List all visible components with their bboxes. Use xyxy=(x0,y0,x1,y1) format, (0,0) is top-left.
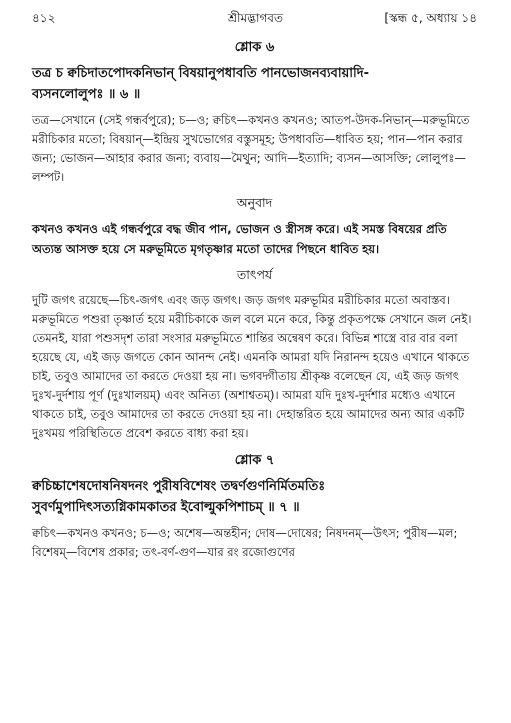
page-number: ৪১২ xyxy=(32,11,56,25)
verse-7-heading: শ্লোক ৭ xyxy=(234,453,275,468)
verse-6-synonyms: তত্র—সেখানে (সেই গন্ধর্বপুরে); চ—ও; ক্বচিৎ—কখনও কখনও; আতপ-উদক-নিভান্‌—মরুভূমিতে মরীচিকার মতো; বিষয়ান্‌—ইন্দ্রিয় সুখভোগের বস্তুসমূহ; উপধাবতি—ধাবিত হয়; পান—পান করার জন্য; ভোজন—আহার করার জন্য; ব্যবায়—মৈথুন; আদি—ইত্যাদি; ব্যসন—আসক্তি; লোলুপঃ—লম্পট। xyxy=(32,113,470,184)
purport-text: দুটি জগৎ রয়েছে—চিৎ-জগৎ এবং জড় জগৎ। জড় জগৎ মরুভূমির মরীচিকার মতো অবাস্তব। মরুভূমিতে পশুরা তৃষ্ণার্ত হয়ে মরীচিকাকে জল বলে মনে করে, কিন্তু প্রকৃতপক্ষে সেখানে জল নেই। তেমনই, যারা পশুসদৃশ তারা সংসার মরুভূমিতে শান্তির অন্বেষণ করে। বিভিন্ন শাস্ত্রে বার বার বলা হয়েছে যে, এই জড় জগতে কোন আনন্দ নেই। এমনকি আমরা যদি নিরানন্দ হয়েও এখানে থাকতে চাই, তবুও আমাদের তা করতে দেওয়া হয় না। ভগবদ্গীতায় শ্রীকৃষ্ণ বলেছেন যে, এই জড় জগৎ দুঃখ-দুর্দশায় পূর্ণ (দুঃখালয়ম্‌) এবং অনিত্য (অশাশ্বতম্‌)। আমরা যদি দুঃখ-দুর্দশার মধ্যেও এখানে থাকতে চাই, তবুও আমাদের তা করতে দেওয়া হয় না। দেহান্তরিত হয়ে আমাদের অন্য আর একটি দুঃখময় পরিস্থিতিতে প্রবেশ করতে বাধ্য করা হয়। xyxy=(32,293,472,440)
verse-6-heading: শ্লোক ৬ xyxy=(234,40,275,55)
purport-heading: তাৎপর্য xyxy=(236,267,273,282)
verse-7-synonyms: ক্বচিৎ—কখনও কখনও; চ—ও; অশেষ—অন্তহীন; দোষ—দোষের; নিষদনম্‌—উৎস; পুরীষ—মল; বিশেষম্‌—বিশেষ প্রকার; তৎ-বর্ণ-গুণ—যার রং রজোগুণের xyxy=(32,526,458,559)
translation-heading: অনুবাদ xyxy=(236,195,273,210)
translation-text: কখনও কখনও এই গন্ধর্বপুরে বদ্ধ জীব পান, ভোজন ও স্ত্রীসঙ্গ করে। এই সমস্ত বিষয়ের প্রতি অত্যন্ত আসক্ত হয়ে সে মরুভূমিতে মৃগতৃষ্ণার মতো তাদের পিছনে ধাবিত হয়। xyxy=(32,222,447,256)
book-title: শ্রীমদ্ভাগবত xyxy=(227,11,283,25)
verse-6-line-2: ব্যসনলোলুপঃ ॥ ৬ ॥ xyxy=(32,87,141,102)
verse-7-line-1: ক্বচিচ্চাশেষদোষনিষদনং পুরীষবিশেষং তদ্বর্ণগুণনির্মিতমতিঃ xyxy=(32,479,326,494)
verse-6-text xyxy=(32,63,477,105)
verse-7-text xyxy=(32,476,477,518)
verse-7-line-2: সুবর্ণমুপাদিৎসত্যগ্নিকামকাতর ইবোল্মুকপিশাচম্‌ ॥ ৭ ॥ xyxy=(32,500,300,515)
verse-6-line-1: তত্র চ ক্বচিদাতপোদকনিভান্‌ বিষয়ানুপধাবতি পানভোজনব্যবায়াদি- xyxy=(32,66,369,81)
section-reference: [স্কন্ধ ৫, অধ্যায় ১৪ xyxy=(384,11,477,25)
